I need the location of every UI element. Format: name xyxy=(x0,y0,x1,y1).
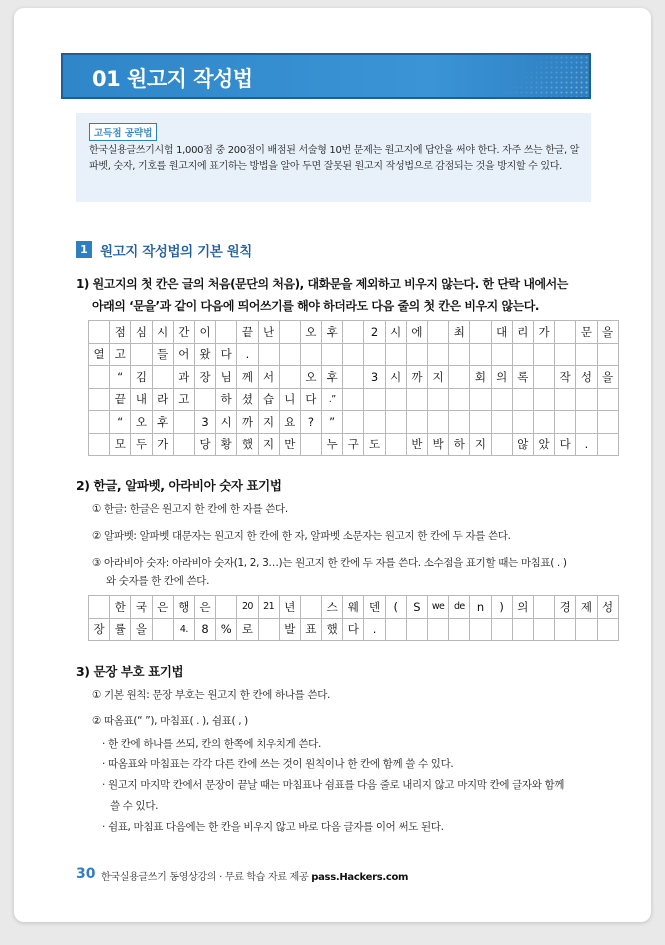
grid-cell xyxy=(131,343,152,366)
grid-cell: 어 xyxy=(173,343,194,366)
grid-cell: 을 xyxy=(131,618,152,641)
grid-cell: 요 xyxy=(279,411,300,434)
grid-cell xyxy=(555,618,576,641)
grid-cell xyxy=(491,343,512,366)
grid-cell: % xyxy=(216,618,237,641)
grid-cell xyxy=(597,618,618,641)
chapter-title: 01 원고지 작성법 xyxy=(92,67,253,91)
grid-cell: 후 xyxy=(322,366,343,389)
rule-2-item-3: ③ 아라비아 숫자: 아라비아 숫자(1, 2, 3…)는 원고지 한 칸에 두 자를 쓴다. 소수점을 표기할 때는 마침표( . ) xyxy=(92,557,567,569)
grid-cell: 행 xyxy=(173,596,194,619)
grid-cell xyxy=(385,388,406,411)
grid-cell: 로 xyxy=(237,618,258,641)
grid-cell: 았 xyxy=(533,433,554,456)
manuscript-grid-example-2 xyxy=(88,595,619,641)
grid-cell: 지 xyxy=(428,366,449,389)
grid-cell: 다 xyxy=(216,343,237,366)
grid-cell: 다 xyxy=(555,433,576,456)
grid-cell: 시 xyxy=(385,321,406,344)
grid-cell: 률 xyxy=(110,618,131,641)
grid-cell xyxy=(173,411,194,434)
grid-cell xyxy=(449,411,470,434)
grid-cell: 다 xyxy=(343,618,364,641)
s2-row xyxy=(89,596,619,619)
grid-cell xyxy=(406,388,427,411)
rule-2-item-2: ② 알파벳: 알파벳 대문자는 원고지 한 칸에 한 자, 알파벳 소문자는 원고지 한 칸에 두 자를 쓴다. xyxy=(92,530,511,542)
rule-1-line-1: 1) 원고지의 첫 칸은 글의 처음(문단의 처음), 대화문을 제외하고 비우지 않는다. 한 단락 내에서는 xyxy=(76,277,568,291)
grid-cell: 문 xyxy=(576,321,597,344)
grid-cell: 오 xyxy=(300,366,321,389)
grid-cell: 웨 xyxy=(343,596,364,619)
grid-cell xyxy=(300,433,321,456)
s2-row xyxy=(89,618,619,641)
grid-cell xyxy=(385,343,406,366)
grid-cell: 했 xyxy=(322,618,343,641)
grid-cell xyxy=(152,366,173,389)
grid-cell xyxy=(576,411,597,434)
grid-cell xyxy=(89,321,110,344)
grid-cell xyxy=(216,596,237,619)
grid-cell xyxy=(512,388,533,411)
rule-2-item-3-cont: 와 숫자를 한 칸에 쓴다. xyxy=(106,575,210,587)
grid-cell: 지 xyxy=(258,411,279,434)
grid-cell xyxy=(89,366,110,389)
rule-3-heading: 3) 문장 부호 표기법 xyxy=(76,664,184,679)
grid-cell xyxy=(152,618,173,641)
grid-cell: S xyxy=(406,596,427,619)
grid-cell: 후 xyxy=(152,411,173,434)
rule-1-line-2: 아래의 ‘문을’과 같이 다음에 띄어쓰기를 해야 하더라도 다음 줄의 첫 칸은 비우지 않는다. xyxy=(92,299,540,313)
footer-site-link[interactable]: pass.Hackers.com xyxy=(311,872,409,883)
grid-cell xyxy=(470,343,491,366)
tip-label: 고득점 공략법 xyxy=(89,123,157,141)
grid-cell: 니 xyxy=(279,388,300,411)
grid-cell: 하 xyxy=(216,388,237,411)
grid-cell xyxy=(576,388,597,411)
grid-cell: 다 xyxy=(300,388,321,411)
grid-cell: 까 xyxy=(406,366,427,389)
grid-cell: 작 xyxy=(555,366,576,389)
grid-cell xyxy=(512,343,533,366)
grid-cell xyxy=(470,321,491,344)
grid-cell xyxy=(555,321,576,344)
section-title: 원고지 작성법의 기본 원칙 xyxy=(100,244,252,260)
grid-cell: 장 xyxy=(194,366,215,389)
grid-cell: 발 xyxy=(279,618,300,641)
grid-cell: 에 xyxy=(406,321,427,344)
grid-cell xyxy=(343,388,364,411)
page-number: 30 xyxy=(76,866,96,882)
rule-3-bullet-3: · 원고지 마지막 칸에서 문장이 끝날 때는 마침표나 쉼표를 다음 줄로 내리지 않고 마지막 칸에 글자와 함께 xyxy=(102,779,565,791)
grid-cell: 가 xyxy=(152,433,173,456)
rule-1-text xyxy=(76,273,606,317)
grid-cell xyxy=(89,388,110,411)
grid-cell: we xyxy=(428,596,449,619)
rule-3-bullet-4: · 쉼표, 마침표 다음에는 한 칸을 비우지 않고 바로 다음 글자를 이어 써도 된다. xyxy=(102,821,444,833)
grid-cell: 열 xyxy=(89,343,110,366)
grid-cell: 지 xyxy=(470,433,491,456)
grid-cell: 리 xyxy=(512,321,533,344)
grid-cell xyxy=(533,388,554,411)
grid-cell xyxy=(258,343,279,366)
grid-cell: 최 xyxy=(449,321,470,344)
grid-cell: 의 xyxy=(491,366,512,389)
grid-cell xyxy=(385,433,406,456)
grid-cell: 지 xyxy=(258,433,279,456)
grid-cell xyxy=(449,388,470,411)
grid-cell: 시 xyxy=(152,321,173,344)
grid-cell: . xyxy=(364,618,385,641)
grid-cell: 2 xyxy=(364,321,385,344)
grid-cell: 스 xyxy=(322,596,343,619)
grid-cell: 않 xyxy=(512,433,533,456)
tip-box xyxy=(76,113,591,202)
grid-cell xyxy=(279,321,300,344)
grid-cell: 님 xyxy=(216,366,237,389)
grid-cell: 국 xyxy=(131,596,152,619)
grid-cell xyxy=(89,411,110,434)
grid-cell: .” xyxy=(322,388,343,411)
footer-text xyxy=(101,868,408,883)
grid-cell: 4. xyxy=(173,618,194,641)
rule-3-bullet-1: · 한 칸에 하나를 쓰되, 칸의 한쪽에 치우치게 쓴다. xyxy=(102,738,321,750)
grid-cell xyxy=(279,343,300,366)
grid-cell: 서 xyxy=(258,366,279,389)
grid-cell: 덴 xyxy=(364,596,385,619)
grid-cell xyxy=(470,411,491,434)
grid-cell xyxy=(428,343,449,366)
grid-cell: 표 xyxy=(300,618,321,641)
grid-cell: 당 xyxy=(194,433,215,456)
rule-2-heading: 2) 한글, 알파벳, 아라비아 숫자 표기법 xyxy=(76,478,282,493)
grid-cell: 3 xyxy=(194,411,215,434)
grid-cell xyxy=(364,411,385,434)
grid-cell xyxy=(428,618,449,641)
grid-cell: ” xyxy=(322,411,343,434)
grid-cell xyxy=(194,388,215,411)
grid-cell xyxy=(597,388,618,411)
section-number-badge: 1 xyxy=(76,241,92,258)
grid-cell: 오 xyxy=(300,321,321,344)
grid-cell xyxy=(597,433,618,456)
s1-row xyxy=(89,366,619,389)
grid-cell xyxy=(555,343,576,366)
grid-cell: 21 xyxy=(258,596,279,619)
grid-cell xyxy=(533,366,554,389)
grid-cell: 20 xyxy=(237,596,258,619)
grid-cell: 심 xyxy=(131,321,152,344)
grid-cell: . xyxy=(576,433,597,456)
grid-cell xyxy=(491,618,512,641)
grid-cell: 들 xyxy=(152,343,173,366)
grid-cell: “ xyxy=(110,411,131,434)
grid-cell: 오 xyxy=(131,411,152,434)
grid-cell xyxy=(533,596,554,619)
grid-cell: 했 xyxy=(237,433,258,456)
grid-cell xyxy=(89,596,110,619)
grid-cell: 시 xyxy=(216,411,237,434)
grid-cell xyxy=(173,433,194,456)
grid-cell xyxy=(533,411,554,434)
grid-cell xyxy=(470,388,491,411)
grid-cell: 가 xyxy=(533,321,554,344)
grid-cell: 왔 xyxy=(194,343,215,366)
grid-cell: 하 xyxy=(449,433,470,456)
grid-cell: 성 xyxy=(597,596,618,619)
grid-cell: 만 xyxy=(279,433,300,456)
grid-cell: 은 xyxy=(152,596,173,619)
grid-cell: 박 xyxy=(428,433,449,456)
s1-row xyxy=(89,343,619,366)
grid-cell: 장 xyxy=(89,618,110,641)
grid-cell: 난 xyxy=(258,321,279,344)
grid-cell: n xyxy=(470,596,491,619)
grid-cell xyxy=(300,343,321,366)
grid-cell: 께 xyxy=(237,366,258,389)
grid-cell: 까 xyxy=(237,411,258,434)
grid-cell: 도 xyxy=(364,433,385,456)
grid-cell: de xyxy=(449,596,470,619)
grid-cell xyxy=(364,388,385,411)
grid-cell xyxy=(385,411,406,434)
grid-cell xyxy=(343,366,364,389)
grid-cell xyxy=(258,618,279,641)
grid-cell xyxy=(470,618,491,641)
grid-cell xyxy=(555,388,576,411)
grid-cell: . xyxy=(237,343,258,366)
grid-cell xyxy=(533,618,554,641)
grid-cell: 제 xyxy=(576,596,597,619)
grid-cell xyxy=(576,343,597,366)
grid-cell xyxy=(449,366,470,389)
grid-cell xyxy=(216,321,237,344)
grid-cell: 끝 xyxy=(110,388,131,411)
grid-cell xyxy=(343,411,364,434)
grid-cell xyxy=(555,411,576,434)
grid-cell xyxy=(89,433,110,456)
chapter-title-bar xyxy=(61,53,591,99)
grid-cell: 성 xyxy=(576,366,597,389)
rule-3-bullet-2: · 따옴표와 마침표는 각각 다른 칸에 쓰는 것이 원칙이나 한 칸에 함께 쓸 수 있다. xyxy=(102,758,454,770)
footer-description: 한국실용글쓰기 동영상강의 · 무료 학습 자료 제공 xyxy=(101,872,309,883)
grid-cell: 라 xyxy=(152,388,173,411)
grid-cell: 3 xyxy=(364,366,385,389)
grid-cell xyxy=(300,596,321,619)
grid-cell xyxy=(364,343,385,366)
grid-cell: 구 xyxy=(343,433,364,456)
grid-cell: 을 xyxy=(597,366,618,389)
s1-row xyxy=(89,388,619,411)
tip-body: 한국실용글쓰기시험 1,000점 중 200점이 배점된 서술형 10번 문제는 원고지에 답안을 써야 한다. 자주 쓰는 한글, 알파벳, 숫자, 기호를 원고지에 표기하는 방법을 알아 두면 잘못된 원고지 작성법으로 감점되는 것을 방지할 수 있다. xyxy=(89,145,580,172)
grid-cell xyxy=(533,343,554,366)
rule-3-item-1: ① 기본 원칙: 문장 부호는 원고지 한 칸에 하나를 쓴다. xyxy=(92,689,330,701)
grid-cell xyxy=(428,411,449,434)
grid-cell xyxy=(406,411,427,434)
grid-cell: 점 xyxy=(110,321,131,344)
grid-cell xyxy=(428,321,449,344)
grid-cell: ? xyxy=(300,411,321,434)
grid-cell: 모 xyxy=(110,433,131,456)
grid-cell: “ xyxy=(110,366,131,389)
grid-cell: 반 xyxy=(406,433,427,456)
s1-row xyxy=(89,411,619,434)
grid-cell: 이 xyxy=(194,321,215,344)
s1-row xyxy=(89,321,619,344)
grid-cell xyxy=(428,388,449,411)
grid-cell: 간 xyxy=(173,321,194,344)
grid-cell xyxy=(322,343,343,366)
grid-cell xyxy=(491,388,512,411)
grid-cell: 습 xyxy=(258,388,279,411)
grid-cell: 셨 xyxy=(237,388,258,411)
grid-cell: 고 xyxy=(110,343,131,366)
grid-cell: ) xyxy=(491,596,512,619)
grid-cell: 년 xyxy=(279,596,300,619)
grid-cell xyxy=(491,433,512,456)
grid-cell xyxy=(449,343,470,366)
rule-3-bullet-3-cont: 쓸 수 있다. xyxy=(110,800,159,812)
grid-cell xyxy=(385,618,406,641)
s1-row xyxy=(89,433,619,456)
grid-cell: 은 xyxy=(194,596,215,619)
grid-cell: 황 xyxy=(216,433,237,456)
grid-cell xyxy=(406,618,427,641)
rule-2-item-1: ① 한글: 한글은 원고지 한 칸에 한 자를 쓴다. xyxy=(92,503,288,515)
grid-cell xyxy=(279,366,300,389)
grid-cell: 한 xyxy=(110,596,131,619)
grid-cell: 의 xyxy=(512,596,533,619)
grid-cell xyxy=(512,411,533,434)
grid-cell: 을 xyxy=(597,321,618,344)
grid-cell xyxy=(449,618,470,641)
grid-cell: 대 xyxy=(491,321,512,344)
manuscript-grid-example-1 xyxy=(88,320,619,456)
grid-cell: 내 xyxy=(131,388,152,411)
grid-cell: 후 xyxy=(322,321,343,344)
grid-cell xyxy=(343,321,364,344)
grid-cell xyxy=(406,343,427,366)
grid-cell: 두 xyxy=(131,433,152,456)
grid-cell: 시 xyxy=(385,366,406,389)
grid-cell xyxy=(576,618,597,641)
grid-cell: 8 xyxy=(194,618,215,641)
grid-cell xyxy=(491,411,512,434)
grid-cell: 고 xyxy=(173,388,194,411)
grid-cell xyxy=(597,343,618,366)
grid-cell: 과 xyxy=(173,366,194,389)
grid-cell: 록 xyxy=(512,366,533,389)
grid-cell xyxy=(512,618,533,641)
grid-cell xyxy=(343,343,364,366)
grid-cell: ( xyxy=(385,596,406,619)
grid-cell: 누 xyxy=(322,433,343,456)
grid-cell: 끝 xyxy=(237,321,258,344)
rule-3-item-2: ② 따옴표(“ ”), 마침표( . ), 쉼표( , ) xyxy=(92,715,248,727)
grid-cell: 김 xyxy=(131,366,152,389)
dot-pattern-decoration xyxy=(499,55,589,97)
grid-cell: 회 xyxy=(470,366,491,389)
grid-cell xyxy=(597,411,618,434)
grid-cell: 경 xyxy=(555,596,576,619)
